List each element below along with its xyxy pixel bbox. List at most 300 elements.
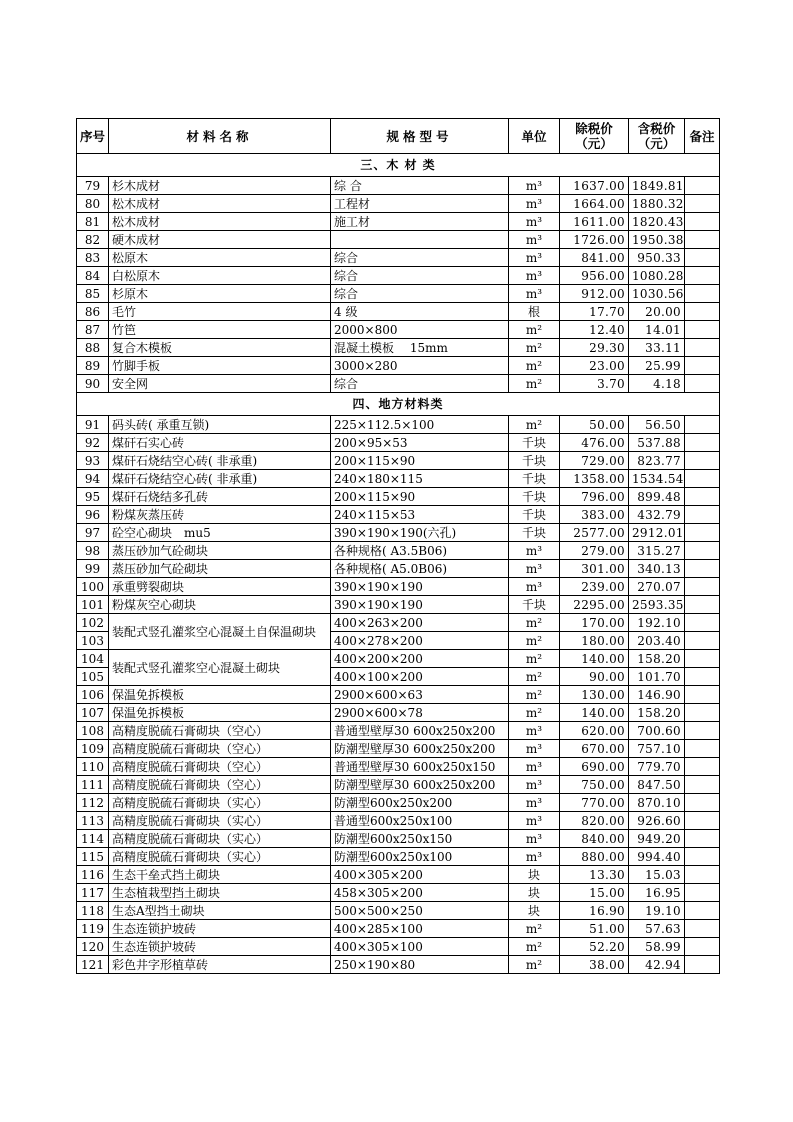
- cell-price-ex: 956.00: [560, 267, 629, 285]
- cell-remark: [685, 375, 720, 393]
- cell-unit: m³: [509, 830, 560, 848]
- cell-price-ex: 16.90: [560, 902, 629, 920]
- cell-remark: [685, 231, 720, 249]
- table-row: [77, 416, 720, 434]
- cell-name: 高精度脱硫石膏砌块（空心）: [109, 758, 331, 776]
- header-unit: 单位: [509, 119, 560, 154]
- cell-spec: 防潮型壁厚30 600x250x200: [331, 776, 509, 794]
- cell-name: 保温免拆模板: [109, 704, 331, 722]
- cell-remark: [685, 596, 720, 614]
- cell-remark: [685, 668, 720, 686]
- cell-unit: m³: [509, 249, 560, 267]
- cell-no: 81: [77, 213, 109, 231]
- cell-price-inc: 823.77: [629, 452, 685, 470]
- cell-price-ex: 620.00: [560, 722, 629, 740]
- table-row: [77, 213, 720, 231]
- cell-no: 86: [77, 303, 109, 321]
- cell-remark: [685, 213, 720, 231]
- cell-name: 高精度脱硫石膏砌块（空心）: [109, 722, 331, 740]
- table-row: [77, 357, 720, 375]
- cell-name: 高精度脱硫石膏砌块（实心）: [109, 812, 331, 830]
- cell-price-inc: 14.01: [629, 321, 685, 339]
- cell-remark: [685, 938, 720, 956]
- cell-price-inc: 146.90: [629, 686, 685, 704]
- cell-price-inc: 2593.35: [629, 596, 685, 614]
- cell-unit: m³: [509, 740, 560, 758]
- cell-no: 98: [77, 542, 109, 560]
- cell-remark: [685, 704, 720, 722]
- cell-price-inc: 203.40: [629, 632, 685, 650]
- cell-spec: 3000×280: [331, 357, 509, 375]
- cell-remark: [685, 524, 720, 542]
- cell-spec: 综合: [331, 285, 509, 303]
- cell-spec: 400×278×200: [331, 632, 509, 650]
- cell-no: 84: [77, 267, 109, 285]
- cell-price-inc: 16.95: [629, 884, 685, 902]
- cell-no: 97: [77, 524, 109, 542]
- cell-unit: m²: [509, 686, 560, 704]
- cell-price-ex: 51.00: [560, 920, 629, 938]
- table-row: [77, 249, 720, 267]
- cell-unit: m³: [509, 578, 560, 596]
- table-row: [77, 321, 720, 339]
- cell-remark: [685, 357, 720, 375]
- cell-price-ex: 23.00: [560, 357, 629, 375]
- cell-no: 93: [77, 452, 109, 470]
- cell-no: 107: [77, 704, 109, 722]
- cell-price-inc: 158.20: [629, 704, 685, 722]
- cell-price-inc: 25.99: [629, 357, 685, 375]
- cell-remark: [685, 578, 720, 596]
- cell-unit: m³: [509, 758, 560, 776]
- cell-no: 90: [77, 375, 109, 393]
- header-price-ex: 除税价（元）: [560, 119, 629, 154]
- cell-price-inc: 315.27: [629, 542, 685, 560]
- cell-remark: [685, 740, 720, 758]
- cell-price-ex: 12.40: [560, 321, 629, 339]
- cell-price-ex: 15.00: [560, 884, 629, 902]
- cell-price-inc: 1030.56: [629, 285, 685, 303]
- cell-spec: 普通型600x250x100: [331, 812, 509, 830]
- header-remark: 备注: [685, 119, 720, 154]
- cell-remark: [685, 722, 720, 740]
- cell-price-inc: 192.10: [629, 614, 685, 632]
- cell-price-inc: 101.70: [629, 668, 685, 686]
- cell-remark: [685, 339, 720, 357]
- table-row: [77, 812, 720, 830]
- table-row: [77, 506, 720, 524]
- table-row: [77, 560, 720, 578]
- table-row: [77, 452, 720, 470]
- cell-remark: [685, 177, 720, 195]
- cell-spec: 250×190×80: [331, 956, 509, 974]
- cell-price-ex: 841.00: [560, 249, 629, 267]
- cell-no: 92: [77, 434, 109, 452]
- cell-spec: 综合: [331, 249, 509, 267]
- cell-name: 杉木成材: [109, 177, 331, 195]
- table-row: [77, 470, 720, 488]
- cell-spec: 225×112.5×100: [331, 416, 509, 434]
- cell-no: 117: [77, 884, 109, 902]
- cell-name: 生态干垒式挡土砌块: [109, 866, 331, 884]
- cell-price-inc: 15.03: [629, 866, 685, 884]
- cell-remark: [685, 776, 720, 794]
- cell-spec: 2900×600×63: [331, 686, 509, 704]
- cell-unit: m³: [509, 542, 560, 560]
- cell-no: 104: [77, 650, 109, 668]
- table-body: [77, 154, 720, 974]
- cell-remark: [685, 758, 720, 776]
- cell-no: 82: [77, 231, 109, 249]
- cell-spec: 240×115×53: [331, 506, 509, 524]
- cell-no: 121: [77, 956, 109, 974]
- cell-spec: 混凝土模板 15mm: [331, 339, 509, 357]
- cell-price-ex: 38.00: [560, 956, 629, 974]
- cell-remark: [685, 794, 720, 812]
- cell-price-ex: 170.00: [560, 614, 629, 632]
- cell-remark: [685, 830, 720, 848]
- cell-no: 118: [77, 902, 109, 920]
- cell-spec: [331, 231, 509, 249]
- cell-remark: [685, 195, 720, 213]
- section-row: [77, 154, 720, 177]
- cell-name: 蒸压砂加气砼砌块: [109, 560, 331, 578]
- cell-unit: m²: [509, 650, 560, 668]
- cell-unit: m³: [509, 285, 560, 303]
- cell-unit: m²: [509, 614, 560, 632]
- cell-spec: 400×200×200: [331, 650, 509, 668]
- cell-unit: m³: [509, 267, 560, 285]
- table-row: [77, 956, 720, 974]
- cell-price-inc: 33.11: [629, 339, 685, 357]
- cell-spec: 400×263×200: [331, 614, 509, 632]
- cell-unit: m²: [509, 632, 560, 650]
- cell-unit: 块: [509, 902, 560, 920]
- cell-price-inc: 870.10: [629, 794, 685, 812]
- cell-price-inc: 2912.01: [629, 524, 685, 542]
- table-row: [77, 195, 720, 213]
- cell-price-ex: 29.30: [560, 339, 629, 357]
- cell-spec: 2000×800: [331, 321, 509, 339]
- cell-price-ex: 1664.00: [560, 195, 629, 213]
- cell-price-ex: 1358.00: [560, 470, 629, 488]
- table-row: [77, 339, 720, 357]
- cell-spec: 防潮型壁厚30 600x250x200: [331, 740, 509, 758]
- cell-name: 粉煤灰空心砌块: [109, 596, 331, 614]
- cell-no: 79: [77, 177, 109, 195]
- cell-price-ex: 1611.00: [560, 213, 629, 231]
- cell-remark: [685, 686, 720, 704]
- table-row: [77, 776, 720, 794]
- cell-name: 杉原木: [109, 285, 331, 303]
- table-row: [77, 686, 720, 704]
- cell-remark: [685, 632, 720, 650]
- cell-price-inc: 58.99: [629, 938, 685, 956]
- cell-price-inc: 847.50: [629, 776, 685, 794]
- cell-price-ex: 1726.00: [560, 231, 629, 249]
- cell-unit: m²: [509, 357, 560, 375]
- cell-name: 竹笆: [109, 321, 331, 339]
- table-row: [77, 848, 720, 866]
- cell-price-ex: 180.00: [560, 632, 629, 650]
- table-row: [77, 524, 720, 542]
- cell-spec: 390×190×190: [331, 578, 509, 596]
- table-row: [77, 267, 720, 285]
- cell-spec: 400×305×200: [331, 866, 509, 884]
- cell-no: 89: [77, 357, 109, 375]
- cell-remark: [685, 249, 720, 267]
- cell-no: 106: [77, 686, 109, 704]
- cell-spec: 390×190×190: [331, 596, 509, 614]
- cell-unit: 千块: [509, 506, 560, 524]
- cell-price-inc: 757.10: [629, 740, 685, 758]
- cell-unit: m³: [509, 560, 560, 578]
- table-row: [77, 596, 720, 614]
- cell-name: 高精度脱硫石膏砌块（实心）: [109, 848, 331, 866]
- cell-name: 煤矸石实心砖: [109, 434, 331, 452]
- cell-spec: 200×115×90: [331, 488, 509, 506]
- cell-no: 88: [77, 339, 109, 357]
- cell-no: 100: [77, 578, 109, 596]
- cell-no: 111: [77, 776, 109, 794]
- cell-name: 白松原木: [109, 267, 331, 285]
- cell-no: 87: [77, 321, 109, 339]
- cell-remark: [685, 614, 720, 632]
- cell-name: 生态连锁护坡砖: [109, 920, 331, 938]
- cell-price-inc: 57.63: [629, 920, 685, 938]
- cell-spec: 防潮型600x250x100: [331, 848, 509, 866]
- table-row: [77, 375, 720, 393]
- cell-price-ex: 880.00: [560, 848, 629, 866]
- table-row: [77, 758, 720, 776]
- cell-unit: 块: [509, 866, 560, 884]
- cell-price-inc: 20.00: [629, 303, 685, 321]
- cell-price-inc: 950.33: [629, 249, 685, 267]
- cell-no: 99: [77, 560, 109, 578]
- table-row: [77, 578, 720, 596]
- cell-name: 蒸压砂加气砼砌块: [109, 542, 331, 560]
- cell-unit: m³: [509, 812, 560, 830]
- cell-spec: 200×95×53: [331, 434, 509, 452]
- cell-remark: [685, 452, 720, 470]
- cell-spec: 400×305×100: [331, 938, 509, 956]
- cell-remark: [685, 488, 720, 506]
- cell-name: 安全网: [109, 375, 331, 393]
- cell-price-ex: 690.00: [560, 758, 629, 776]
- cell-unit: m²: [509, 321, 560, 339]
- cell-unit: 千块: [509, 524, 560, 542]
- cell-unit: 千块: [509, 470, 560, 488]
- cell-unit: m³: [509, 794, 560, 812]
- cell-spec: 防潮型600x250x150: [331, 830, 509, 848]
- section-row: [77, 393, 720, 416]
- cell-price-inc: 1080.28: [629, 267, 685, 285]
- table-row: [77, 722, 720, 740]
- cell-name: 码头砖( 承重互锁): [109, 416, 331, 434]
- cell-name: 生态A型挡土砌块: [109, 902, 331, 920]
- cell-price-ex: 52.20: [560, 938, 629, 956]
- cell-price-inc: 270.07: [629, 578, 685, 596]
- cell-unit: m³: [509, 177, 560, 195]
- cell-name: 毛竹: [109, 303, 331, 321]
- cell-remark: [685, 470, 720, 488]
- cell-price-ex: 17.70: [560, 303, 629, 321]
- cell-unit: m²: [509, 704, 560, 722]
- cell-no: 114: [77, 830, 109, 848]
- cell-spec: 458×305×200: [331, 884, 509, 902]
- header-no: 序号: [77, 119, 109, 154]
- cell-price-inc: 700.60: [629, 722, 685, 740]
- cell-price-inc: 537.88: [629, 434, 685, 452]
- cell-price-ex: 796.00: [560, 488, 629, 506]
- cell-price-ex: 140.00: [560, 650, 629, 668]
- cell-price-ex: 670.00: [560, 740, 629, 758]
- cell-name: 彩色井字形植草砖: [109, 956, 331, 974]
- table-row: [77, 830, 720, 848]
- cell-price-ex: 840.00: [560, 830, 629, 848]
- cell-price-ex: 50.00: [560, 416, 629, 434]
- cell-remark: [685, 866, 720, 884]
- cell-name: 煤矸石烧结多孔砖: [109, 488, 331, 506]
- cell-price-ex: 770.00: [560, 794, 629, 812]
- table-row: [77, 614, 720, 632]
- cell-remark: [685, 267, 720, 285]
- cell-unit: m²: [509, 339, 560, 357]
- cell-price-inc: 340.13: [629, 560, 685, 578]
- table-row: [77, 231, 720, 249]
- cell-name: 砼空心砌块 mu5: [109, 524, 331, 542]
- cell-name: 煤矸石烧结空心砖( 非承重): [109, 470, 331, 488]
- table-header-row: [77, 119, 720, 154]
- cell-price-ex: 2295.00: [560, 596, 629, 614]
- table-row: [77, 704, 720, 722]
- table-row: [77, 920, 720, 938]
- cell-name: 松原木: [109, 249, 331, 267]
- cell-name: 复合木模板: [109, 339, 331, 357]
- cell-no: 91: [77, 416, 109, 434]
- cell-price-inc: 899.48: [629, 488, 685, 506]
- cell-unit: 千块: [509, 434, 560, 452]
- cell-unit: m²: [509, 668, 560, 686]
- cell-no: 85: [77, 285, 109, 303]
- cell-price-inc: 432.79: [629, 506, 685, 524]
- table-row: [77, 866, 720, 884]
- cell-name: 装配式竖孔灌浆空心混凝土自保温砌块: [109, 614, 331, 650]
- cell-no: 105: [77, 668, 109, 686]
- cell-remark: [685, 560, 720, 578]
- cell-spec: 综合: [331, 267, 509, 285]
- cell-unit: m³: [509, 213, 560, 231]
- cell-remark: [685, 650, 720, 668]
- cell-unit: m²: [509, 375, 560, 393]
- table-row: [77, 177, 720, 195]
- cell-price-ex: 383.00: [560, 506, 629, 524]
- cell-remark: [685, 812, 720, 830]
- cell-name: 高精度脱硫石膏砌块（实心）: [109, 830, 331, 848]
- cell-price-ex: 476.00: [560, 434, 629, 452]
- cell-spec: 500×500×250: [331, 902, 509, 920]
- cell-remark: [685, 884, 720, 902]
- cell-no: 116: [77, 866, 109, 884]
- cell-spec: 防潮型600x250x200: [331, 794, 509, 812]
- cell-spec: 2900×600×78: [331, 704, 509, 722]
- cell-price-ex: 301.00: [560, 560, 629, 578]
- cell-price-inc: 926.60: [629, 812, 685, 830]
- cell-spec: 240×180×115: [331, 470, 509, 488]
- cell-remark: [685, 920, 720, 938]
- cell-price-ex: 729.00: [560, 452, 629, 470]
- cell-name: 粉煤灰蒸压砖: [109, 506, 331, 524]
- cell-unit: 千块: [509, 452, 560, 470]
- header-price-inc: 含税价（元）: [629, 119, 685, 154]
- cell-remark: [685, 848, 720, 866]
- cell-unit: m³: [509, 848, 560, 866]
- cell-remark: [685, 303, 720, 321]
- cell-price-ex: 90.00: [560, 668, 629, 686]
- cell-price-ex: 2577.00: [560, 524, 629, 542]
- cell-name: 生态连锁护坡砖: [109, 938, 331, 956]
- table-row: [77, 902, 720, 920]
- cell-unit: m²: [509, 938, 560, 956]
- cell-price-ex: 239.00: [560, 578, 629, 596]
- cell-price-inc: 779.70: [629, 758, 685, 776]
- cell-name: 高精度脱硫石膏砌块（空心）: [109, 740, 331, 758]
- cell-price-ex: 3.70: [560, 375, 629, 393]
- cell-name: 竹脚手板: [109, 357, 331, 375]
- cell-no: 95: [77, 488, 109, 506]
- cell-spec: 390×190×190(六孔): [331, 524, 509, 542]
- cell-unit: 根: [509, 303, 560, 321]
- cell-spec: 400×100×200: [331, 668, 509, 686]
- cell-name: 松木成材: [109, 213, 331, 231]
- cell-no: 102: [77, 614, 109, 632]
- cell-name: 高精度脱硫石膏砌块（空心）: [109, 776, 331, 794]
- cell-unit: m²: [509, 416, 560, 434]
- cell-spec: 普通型壁厚30 600x250x200: [331, 722, 509, 740]
- cell-remark: [685, 285, 720, 303]
- cell-unit: m³: [509, 776, 560, 794]
- table-row: [77, 303, 720, 321]
- cell-no: 103: [77, 632, 109, 650]
- table-row: [77, 542, 720, 560]
- cell-no: 101: [77, 596, 109, 614]
- cell-name: 松木成材: [109, 195, 331, 213]
- table-row: [77, 794, 720, 812]
- cell-unit: m³: [509, 231, 560, 249]
- cell-spec: 200×115×90: [331, 452, 509, 470]
- cell-spec: 各种规格( A3.5B06): [331, 542, 509, 560]
- cell-remark: [685, 506, 720, 524]
- cell-no: 96: [77, 506, 109, 524]
- cell-spec: 各种规格( A5.0B06): [331, 560, 509, 578]
- cell-no: 120: [77, 938, 109, 956]
- cell-price-ex: 13.30: [560, 866, 629, 884]
- cell-no: 80: [77, 195, 109, 213]
- header-name: 材料名称: [109, 119, 331, 154]
- cell-spec: 普通型壁厚30 600x250x150: [331, 758, 509, 776]
- cell-price-inc: 1534.54: [629, 470, 685, 488]
- cell-no: 112: [77, 794, 109, 812]
- cell-remark: [685, 902, 720, 920]
- cell-price-inc: 1849.81: [629, 177, 685, 195]
- table-row: [77, 938, 720, 956]
- cell-no: 83: [77, 249, 109, 267]
- cell-spec: 工程材: [331, 195, 509, 213]
- cell-name: 保温免拆模板: [109, 686, 331, 704]
- cell-no: 108: [77, 722, 109, 740]
- table-row: [77, 884, 720, 902]
- cell-name: 承重劈裂砌块: [109, 578, 331, 596]
